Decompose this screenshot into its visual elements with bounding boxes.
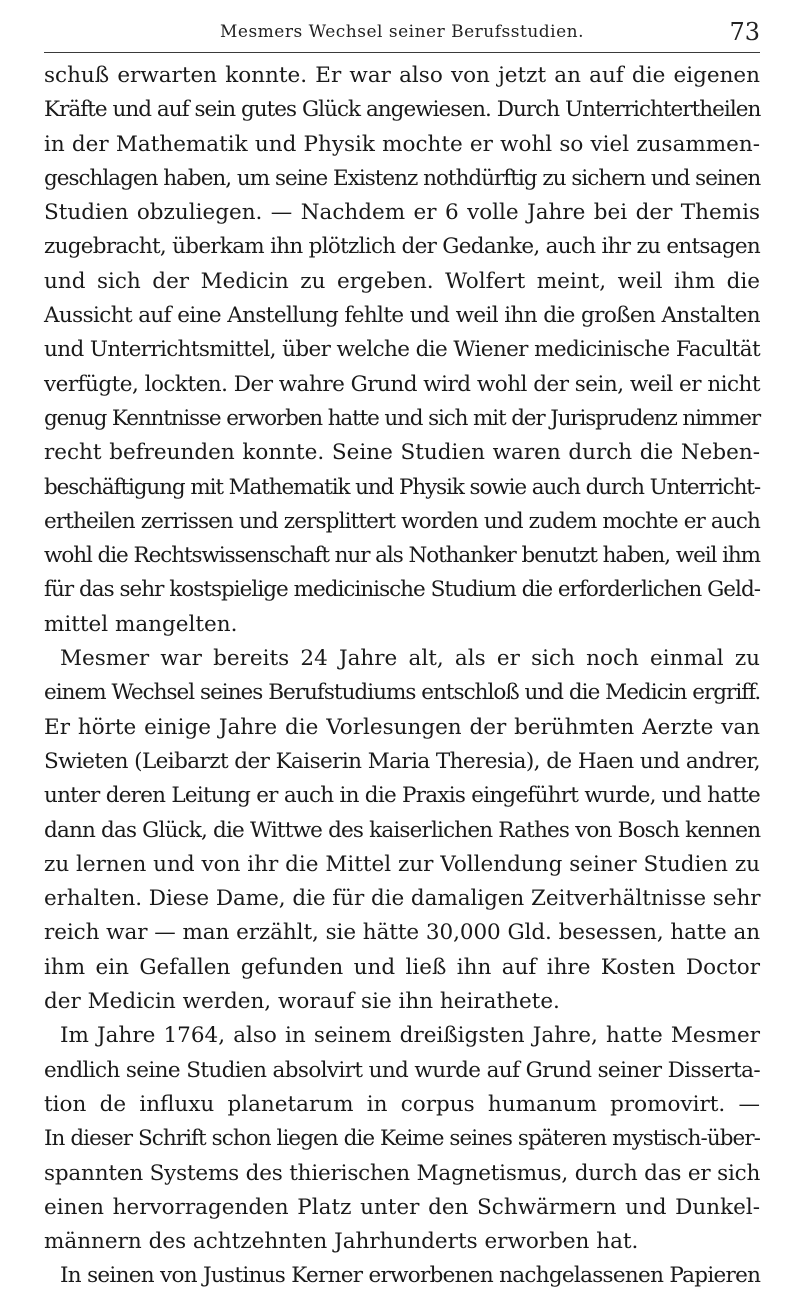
- text-line: spannten Systems des thierischen Magnetismus, durch das er sich: [44, 1160, 761, 1186]
- text-line: Er hörte einige Jahre die Vorlesungen der berühmten Aerzte van: [44, 714, 760, 740]
- page-number: 73: [729, 18, 760, 46]
- text-line: für das sehr kostspielige medicinische Studium die erforderlichen Geld-: [44, 577, 760, 603]
- text-line: Studien obzuliegen. — Nachdem er 6 volle Jahre bei der Themis: [44, 200, 760, 226]
- text-line: reich war — man erzählt, sie hätte 30,000 Gld. besessen, hatte an: [44, 920, 760, 946]
- text-line: endlich seine Studien absolvirt und wurde auf Grund seiner Disserta-: [44, 1057, 760, 1083]
- text-line: und sich der Medicin zu ergeben. Wolfert meint, weil ihm die: [44, 268, 760, 294]
- text-line: Im Jahre 1764, also in seinem dreißigsten Jahre, hatte Mesmer: [60, 1023, 760, 1049]
- text-line: zu lernen und von ihr die Mittel zur Vollendung seiner Studien zu: [44, 851, 760, 877]
- body-text: [44, 59, 760, 1294]
- text-line: männern des achtzehnten Jahrhunderts erworben hat.: [44, 1229, 639, 1255]
- text-line: beschäftigung mit Mathematik und Physik sowie auch durch Unterricht-: [44, 474, 761, 500]
- running-title: Mesmers Wechsel seiner Berufsstudien.: [219, 22, 584, 42]
- text-line: einen hervorragenden Platz unter den Schwärmern und Dunkel-: [44, 1194, 760, 1220]
- text-line: In dieser Schrift schon liegen die Keime seines späteren mystisch-über-: [44, 1126, 760, 1152]
- text-line: Swieten (Leibarzt der Kaiserin Maria Theresia), de Haen und andrer,: [44, 748, 760, 774]
- text-line: Aussicht auf eine Anstellung fehlte und weil ihn die großen Anstalten: [44, 303, 760, 329]
- text-line: tion de influxu planetarum in corpus humanum promovirt. —: [44, 1091, 760, 1117]
- text-line: mittel mangelten.: [44, 611, 238, 637]
- text-line: wohl die Rechtswissenschaft nur als Nothanker benutzt haben, weil ihm: [44, 543, 760, 569]
- text-line: ihm ein Gefallen gefunden und ließ ihn auf ihre Kosten Doctor: [44, 954, 760, 980]
- text-line: recht befreunden konnte. Seine Studien waren durch die Neben-: [44, 440, 760, 466]
- text-line: In seinen von Justinus Kerner erworbenen nachgelassenen Papieren: [60, 1263, 761, 1289]
- book-page: [44, 18, 761, 1289]
- text-line: in der Mathematik und Physik mochte er wohl so viel zusammen-: [44, 131, 760, 157]
- text-line: und Unterrichtsmittel, über welche die Wiener medicinische Facultät: [44, 337, 760, 363]
- text-line: dann das Glück, die Wittwe des kaiserlichen Rathes von Bosch kennen: [44, 817, 761, 843]
- text-line: schuß erwarten konnte. Er war also von jetzt an auf die eigenen: [44, 63, 760, 88]
- text-line: erhalten. Diese Dame, die für die damaligen Zeitverhältnisse sehr: [44, 886, 761, 912]
- text-line: zugebracht, überkam ihn plötzlich der Gedanke, auch ihr zu entsagen: [44, 234, 760, 260]
- text-line: Mesmer war bereits 24 Jahre alt, als er sich noch einmal zu: [60, 646, 760, 672]
- text-line: der Medicin werden, worauf sie ihn heirathete.: [44, 989, 560, 1015]
- text-line: unter deren Leitung er auch in die Praxis eingeführt wurde, und hatte: [44, 783, 760, 809]
- text-line: ertheilen zerrissen und zersplittert worden und zudem mochte er auch: [44, 508, 761, 534]
- text-line: genug Kenntnisse erworben hatte und sich mit der Jurisprudenz nimmer: [44, 405, 760, 431]
- text-line: Kräfte und auf sein gutes Glück angewiesen. Durch Unterrichtertheilen: [44, 97, 761, 123]
- text-line: einem Wechsel seines Berufstudiums entschloß und die Medicin ergriff.: [44, 680, 761, 706]
- text-line: geschlagen haben, um seine Existenz nothdürftig zu sichern und seinen: [44, 165, 761, 191]
- text-line: verfügte, lockten. Der wahre Grund wird wohl der sein, weil er nicht: [44, 371, 760, 397]
- running-head: [44, 18, 760, 53]
